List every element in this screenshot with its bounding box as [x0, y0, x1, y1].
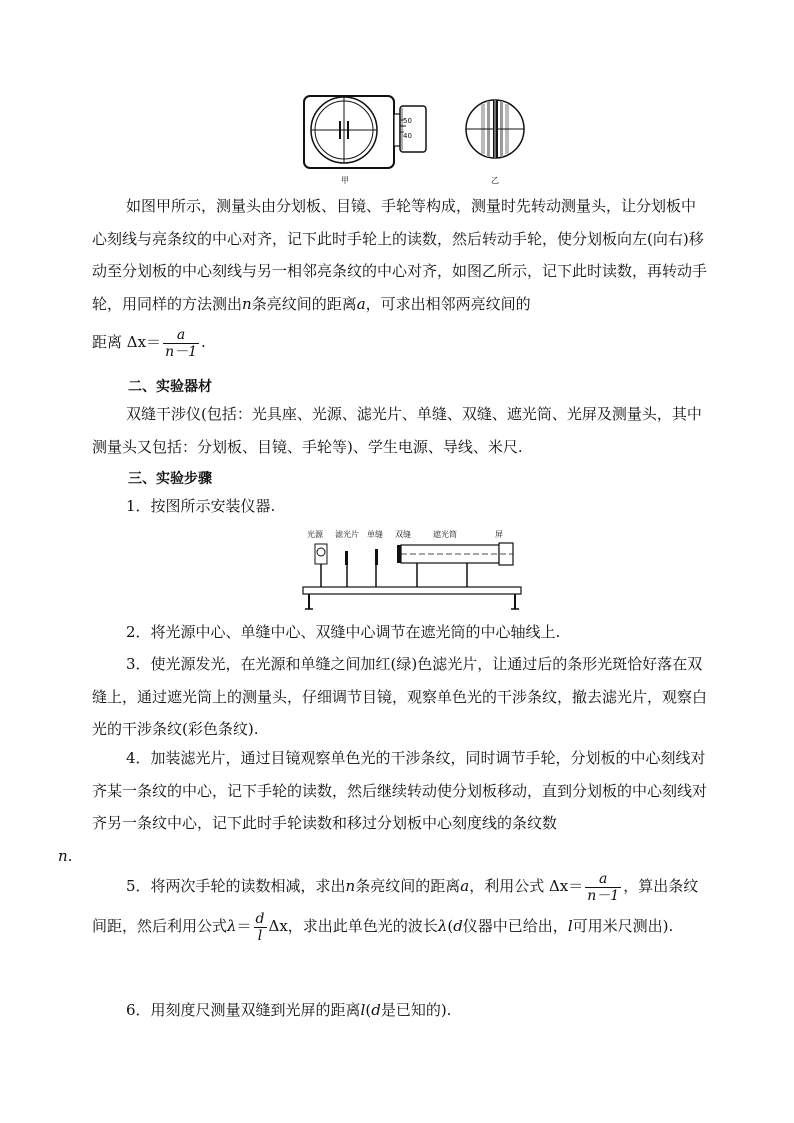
fraction-numerator: a [585, 871, 621, 888]
fraction-denominator: n－1 [587, 887, 620, 904]
step-6-d: d [371, 1001, 381, 1019]
step-5-lvar: l [567, 917, 573, 935]
step-4-n: n. [58, 846, 73, 865]
step-5-var-a: a [460, 877, 470, 895]
step-6 [92, 994, 707, 1027]
formula-lead: 距离 Δx＝ [92, 333, 162, 351]
step-5-lambda: λ [227, 917, 237, 935]
formula-end: . [201, 333, 206, 351]
step-2: 2．将光源中心、单缝中心、双缝中心调节在遮光筒的中心轴线上. [126, 623, 561, 641]
step-5-dvar: d [453, 917, 463, 935]
section-heading-equipment: 二、实验器材 [128, 379, 212, 395]
step-3: 3．使光源发光，在光源和单缝之间加红(绿)色滤光片，让通过后的条形光斑恰好落在双缝上，通过遮光筒上的测量头，仔细调节目镜，观察单色光的干涉条纹，撤去滤光片，观察白光的干涉条纹(彩色条纹). [92, 655, 708, 738]
step-6-a: 6．用刻度尺测量双缝到光屏的距离 [126, 1001, 361, 1019]
caption-jia: 甲 [341, 176, 349, 185]
step-5-n: n [345, 877, 356, 895]
caption-yi: 乙 [491, 176, 499, 185]
step-4 [58, 742, 708, 872]
step-5-e: ＝ [236, 917, 252, 935]
apparatus-figure [297, 525, 529, 613]
step-1: 1．按图所示安装仪器. [126, 497, 276, 515]
label-screen: 屏 [495, 530, 503, 539]
label-filter: 滤光片 [335, 530, 359, 539]
intro-text: 如图甲所示，测量头由分划板、目镜、手轮等构成，测量时先转动测量头，让分划板中心刻线与亮条纹的中心对齐，记下此时手轮上的读数，然后转动手轮，使分划板向左(向右)移动至分划板的中心刻线与另一相邻亮条纹的中心对齐，如图乙所示，记下此时读数，再转动手轮，用同样的方法测出 [92, 197, 708, 313]
fraction-denominator: l [257, 927, 263, 944]
step-5-f: Δx，求出此单色光的波长 [268, 917, 438, 935]
step-5-d: ，算出条纹间距，然后利用公式 [92, 877, 699, 935]
label-double-slit: 双缝 [395, 530, 411, 539]
fraction-delta-x [163, 327, 199, 360]
step-5-a: 5．将两次手轮的读数相减，求出 [126, 877, 346, 895]
intro-formula-line [92, 322, 707, 362]
intro-paragraph [92, 190, 707, 320]
step-5-b: 条亮纹间的距离 [355, 877, 461, 895]
step-5-lambda-2: λ [437, 917, 448, 935]
equipment-paragraph: 双缝干涉仪(包括：光具座、光源、滤光片、单缝、双缝、遮光筒、光屏及测量头，其中测量头又包括：分划板、目镜、手轮等)、学生电源、导线、米尺. [92, 405, 702, 456]
label-tube: 遮光筒 [433, 530, 457, 539]
step-6-b: ( [365, 1001, 372, 1019]
fraction-numerator: a [163, 327, 199, 344]
fraction-delta-x-2 [585, 871, 621, 904]
intro-tail: ，可求出相邻两亮纹间的 [365, 294, 531, 313]
label-single-slit: 单缝 [367, 530, 383, 539]
measuring-head-figure [296, 92, 536, 187]
step-5-c: ，利用公式 Δx＝ [469, 877, 584, 895]
intro-mid: 条亮纹间的距离 [251, 294, 357, 313]
section-heading-steps: 三、实验步骤 [128, 471, 212, 487]
step-5 [92, 866, 707, 946]
step-5-h: 仪器中已给出， [462, 917, 568, 935]
step-6-l: l [360, 1001, 366, 1019]
scale-label-top: 50 [403, 117, 412, 125]
label-light-source: 光源 [307, 530, 323, 539]
step-6-c: 是已知的). [380, 1001, 452, 1019]
var-n: n [242, 294, 252, 313]
step-5-g: ( [447, 917, 454, 935]
scale-label-bottom: 40 [403, 132, 412, 140]
fraction-numerator: d [255, 910, 265, 927]
var-a: a [356, 294, 366, 313]
step-4-text: 4．加装滤光片，通过目镜观察单色光的干涉条纹，同时调节手轮，分划板的中心刻线对齐某一条纹的中心，记下手轮的读数，然后继续转动使分划板移动，直到分划板的中心刻线对齐另一条纹中心，记下此时手轮读数和移过分划板中心刻度线的条纹数 [92, 749, 708, 832]
step-5-i: 可用米尺测出). [572, 917, 674, 935]
fraction-d-over-l [254, 911, 267, 944]
fraction-denominator: n－1 [165, 343, 197, 360]
